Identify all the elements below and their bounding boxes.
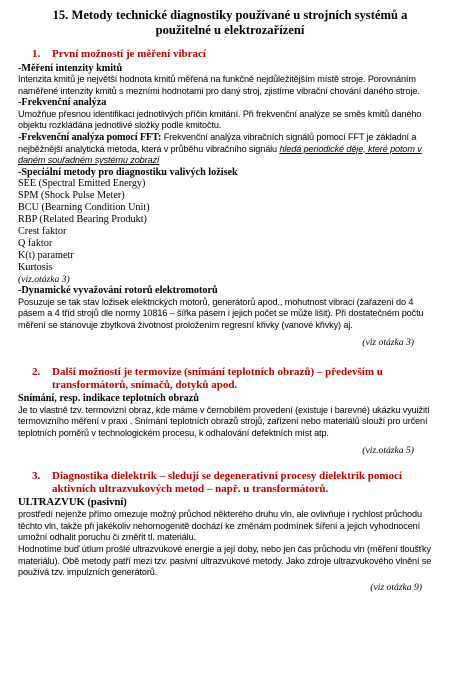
method-item: Crest faktor <box>18 226 67 238</box>
section-3-reference: (viz otázka 9) <box>370 581 422 593</box>
balancing-subheading: -Dynamické vyvažování rotorů elektromotorů <box>18 285 218 297</box>
section-2-heading-text: Další možností je termovize (snímání teplotních obrazů) – především u transformátorů, snímačů, dotyků apod. <box>52 366 383 391</box>
method-item: SEE (Spectral Emitted Energy) <box>18 178 146 190</box>
section-1-heading <box>18 48 442 61</box>
section-1-reference: (viz otázka 3) <box>362 336 414 348</box>
frequency-subheading: -Frekvenční analýza <box>18 97 107 109</box>
method-item: BCU (Bearning Condition Unit) <box>18 202 150 214</box>
fft-underlined-text: hledá periodické děje, které potom v daném souřadném systému zobrazí <box>18 143 422 166</box>
thermal-paragraph: Je to vlastně tzv. termovizní obraz, kde máme v černobílém provedení (existuje i barevné) ukázku vyuižití termovizního měření v praxi . Snímání teplotních obrazů strojů, zařízení nebo materiálů slouží pro určení teplotních poměrů v technologickém procesu, k odhalování defektních míst atp. <box>18 404 430 439</box>
ultrasound-subheading: ULTRAZVUK (pasivní) <box>18 497 127 509</box>
fft-text: Frekvenční analýza vibračních signálů pomocí FFT je základní a nejběžnější analytická metoda, která v průběhu vibračního signálu <box>18 132 417 154</box>
method-item: Q faktor <box>18 237 53 249</box>
section-1-number: 1. <box>32 48 41 60</box>
intensity-subheading: -Měření intenzity kmitů <box>18 62 123 74</box>
balancing-paragraph: Posuzuje se tak stav ložisek elektrických motorů, generátorů apod., mohutnost vibraci (zařazení do 4 pásem a 4 tříd strojů dle normy 10816 – šířka pásem i jejich počet se může lišit). Při dostatečném počtu měření se stanovuje zbytková životnost proložením regresní křivky (vanové křivky) aj. <box>18 296 424 331</box>
intensity-paragraph: Intenzita kmitů je největší hodnota kmitů měřená na funkčně nejdůležitějším místě stroje. Porovnáním naměřené intenzity kmitů s mezními hodnotami pro daný stroj, zjistíme vibrační chování daného stroje. <box>18 74 420 96</box>
ultrasound-paragraph-2: Hodnotíme buď útlum prošlé ultrazvukové energie a její doby, nebo jen čas průchodu vln (měření tloušťky materiálu). Obě metody patří mezi tzv. pasivní ultrazvukové metody. Jako zdroje ultrazvukového vlnění se používá tzv. impulzních generátorů. <box>18 544 432 578</box>
method-item: K(t) parametr <box>18 249 74 261</box>
ultrasound-paragraph-1: prostředí nejenže přímo omezuje možný průchod některého druhu vln, ale ovlivňuje i rychlost průchodu těchto vln, takže při jakékoliv nehomogenitě dochází ke změnám podmínek šíření a jejich vyhodnocení umožní odhalit poruchu či změřit tl. materiálu. <box>18 509 422 543</box>
section-2-heading <box>18 366 442 391</box>
fft-subheading: -Frekvenční analýza pomocí FFT: <box>18 132 162 144</box>
method-item: Kurtosis <box>18 261 53 273</box>
section-1-heading-text: První možností je měření vibrací <box>52 48 206 60</box>
special-methods-subheading: -Speciální metody pro diagnostiku valivých ložisek <box>18 166 238 178</box>
section-2-number: 2. <box>32 366 41 379</box>
fft-paragraph <box>18 132 442 167</box>
section-2-reference: (viz.otázka 5) <box>362 444 414 456</box>
method-item: SPM (Shock Pulse Meter) <box>18 190 125 202</box>
thermal-subheading: Snímání, resp. indikace teplotních obrazů <box>18 393 199 405</box>
frequency-paragraph: Umožňue přesnou identifikaci jednotlivých příčin kmitání. Při frekvenční analýze se směs kmitů daného objektu rozkládána jednotlivé složky podle kmitočtu. <box>18 108 422 131</box>
page-title: 15. Metody technické diagnostiky používané u strojních systémů a použitelné u elektrozařízení <box>52 8 408 37</box>
methods-reference: (viz.otázka 3) <box>18 273 70 285</box>
section-3-number: 3. <box>32 470 41 483</box>
section-3-heading-text: Diagnostika dielektrik – sledují se degenerativní procesy dielektrik pomocí aktivních ultrazvukových metod – např. u transformátorů. <box>52 470 402 495</box>
section-3-heading <box>18 470 442 495</box>
method-item: RBP (Related Bearing Produkt) <box>18 214 147 226</box>
